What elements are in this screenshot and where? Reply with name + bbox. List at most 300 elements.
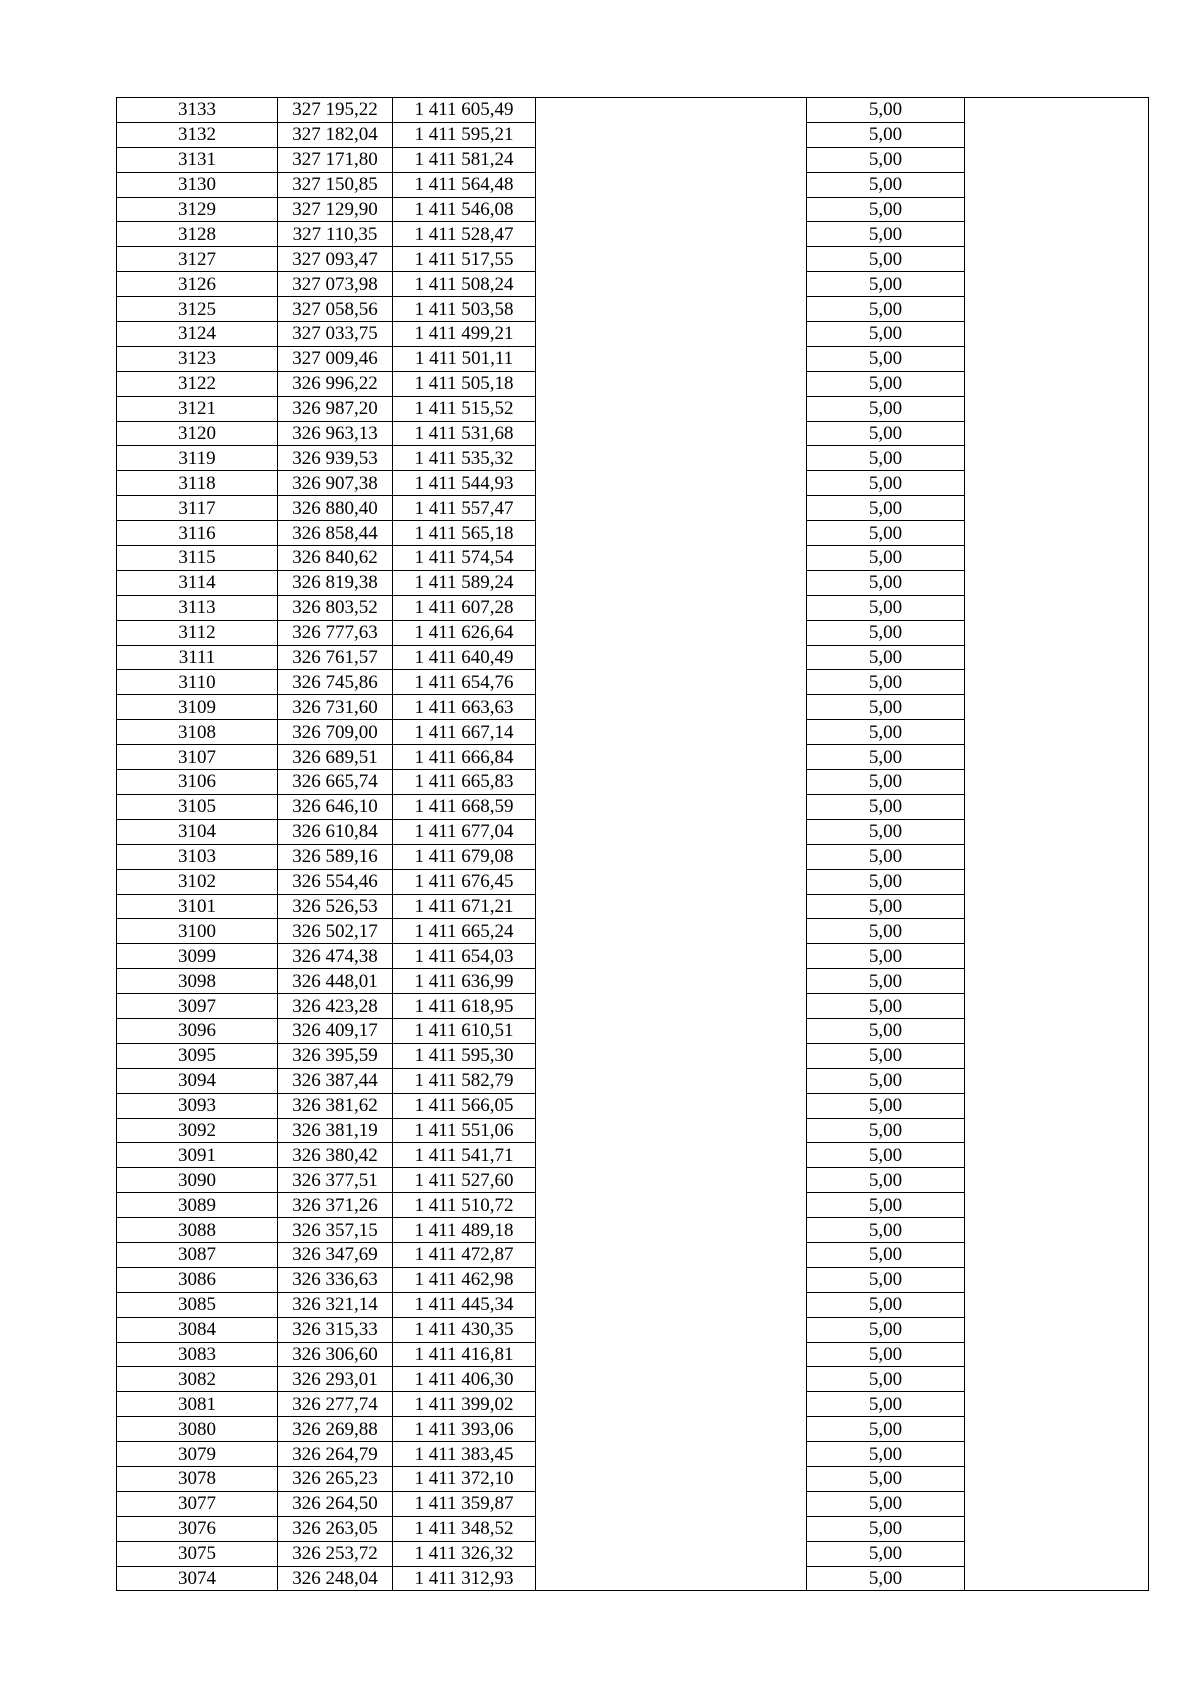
note-cell	[536, 1193, 807, 1218]
x-coordinate-cell: 326 907,38	[278, 471, 393, 496]
note-cell	[536, 1442, 807, 1467]
extra-cell	[965, 1193, 1149, 1218]
note-cell	[536, 172, 807, 197]
extra-cell	[965, 1541, 1149, 1566]
x-coordinate-cell: 326 381,62	[278, 1093, 393, 1118]
table-row	[117, 1442, 1149, 1467]
table-row	[117, 1516, 1149, 1541]
table-row	[117, 770, 1149, 795]
table-row	[117, 1417, 1149, 1442]
point-number-cell: 3103	[117, 844, 278, 869]
extra-cell	[965, 272, 1149, 297]
y-coordinate-cell: 1 411 626,64	[393, 620, 536, 645]
note-cell	[536, 570, 807, 595]
table-row	[117, 421, 1149, 446]
point-number-cell: 3100	[117, 919, 278, 944]
point-number-cell: 3095	[117, 1043, 278, 1068]
note-cell	[536, 1566, 807, 1591]
y-coordinate-cell: 1 411 472,87	[393, 1242, 536, 1267]
value-cell: 5,00	[807, 172, 965, 197]
note-cell	[536, 272, 807, 297]
y-coordinate-cell: 1 411 489,18	[393, 1218, 536, 1243]
note-cell	[536, 197, 807, 222]
table-row	[117, 197, 1149, 222]
point-number-cell: 3092	[117, 1118, 278, 1143]
y-coordinate-cell: 1 411 510,72	[393, 1193, 536, 1218]
extra-cell	[965, 1018, 1149, 1043]
extra-cell	[965, 695, 1149, 720]
point-number-cell: 3119	[117, 446, 278, 471]
note-cell	[536, 1292, 807, 1317]
x-coordinate-cell: 326 939,53	[278, 446, 393, 471]
extra-cell	[965, 1292, 1149, 1317]
table-row	[117, 919, 1149, 944]
value-cell: 5,00	[807, 1566, 965, 1591]
x-coordinate-cell: 326 265,23	[278, 1466, 393, 1491]
value-cell: 5,00	[807, 1018, 965, 1043]
point-number-cell: 3112	[117, 620, 278, 645]
point-number-cell: 3130	[117, 172, 278, 197]
table-row	[117, 1292, 1149, 1317]
value-cell: 5,00	[807, 1442, 965, 1467]
y-coordinate-cell: 1 411 589,24	[393, 570, 536, 595]
extra-cell	[965, 670, 1149, 695]
note-cell	[536, 695, 807, 720]
value-cell: 5,00	[807, 322, 965, 347]
value-cell: 5,00	[807, 819, 965, 844]
table-row	[117, 994, 1149, 1019]
value-cell: 5,00	[807, 570, 965, 595]
note-cell	[536, 1466, 807, 1491]
note-cell	[536, 1018, 807, 1043]
x-coordinate-cell: 326 502,17	[278, 919, 393, 944]
note-cell	[536, 994, 807, 1019]
value-cell: 5,00	[807, 1491, 965, 1516]
value-cell: 5,00	[807, 1292, 965, 1317]
note-cell	[536, 944, 807, 969]
table-row	[117, 322, 1149, 347]
note-cell	[536, 1267, 807, 1292]
point-number-cell: 3125	[117, 297, 278, 322]
table-row	[117, 496, 1149, 521]
y-coordinate-cell: 1 411 671,21	[393, 894, 536, 919]
point-number-cell: 3126	[117, 272, 278, 297]
table-row	[117, 720, 1149, 745]
note-cell	[536, 1143, 807, 1168]
extra-cell	[965, 770, 1149, 795]
point-number-cell: 3121	[117, 396, 278, 421]
extra-cell	[965, 1218, 1149, 1243]
x-coordinate-cell: 326 858,44	[278, 521, 393, 546]
y-coordinate-cell: 1 411 677,04	[393, 819, 536, 844]
note-cell	[536, 346, 807, 371]
x-coordinate-cell: 326 263,05	[278, 1516, 393, 1541]
extra-cell	[965, 1392, 1149, 1417]
table-row	[117, 1242, 1149, 1267]
extra-cell	[965, 1043, 1149, 1068]
table-row	[117, 272, 1149, 297]
y-coordinate-cell: 1 411 535,32	[393, 446, 536, 471]
note-cell	[536, 794, 807, 819]
x-coordinate-cell: 326 321,14	[278, 1292, 393, 1317]
table-row	[117, 894, 1149, 919]
point-number-cell: 3082	[117, 1367, 278, 1392]
extra-cell	[965, 969, 1149, 994]
point-number-cell: 3115	[117, 546, 278, 571]
point-number-cell: 3118	[117, 471, 278, 496]
point-number-cell: 3132	[117, 122, 278, 147]
value-cell: 5,00	[807, 1143, 965, 1168]
extra-cell	[965, 1466, 1149, 1491]
value-cell: 5,00	[807, 222, 965, 247]
extra-cell	[965, 620, 1149, 645]
y-coordinate-cell: 1 411 605,49	[393, 98, 536, 123]
note-cell	[536, 720, 807, 745]
extra-cell	[965, 1118, 1149, 1143]
extra-cell	[965, 570, 1149, 595]
x-coordinate-cell: 326 380,42	[278, 1143, 393, 1168]
value-cell: 5,00	[807, 1093, 965, 1118]
value-cell: 5,00	[807, 944, 965, 969]
note-cell	[536, 969, 807, 994]
point-number-cell: 3096	[117, 1018, 278, 1043]
point-number-cell: 3101	[117, 894, 278, 919]
y-coordinate-cell: 1 411 581,24	[393, 147, 536, 172]
value-cell: 5,00	[807, 496, 965, 521]
x-coordinate-cell: 326 377,51	[278, 1168, 393, 1193]
x-coordinate-cell: 327 058,56	[278, 297, 393, 322]
note-cell	[536, 297, 807, 322]
extra-cell	[965, 794, 1149, 819]
table-row	[117, 471, 1149, 496]
value-cell: 5,00	[807, 197, 965, 222]
table-row	[117, 1491, 1149, 1516]
x-coordinate-cell: 327 182,04	[278, 122, 393, 147]
y-coordinate-cell: 1 411 462,98	[393, 1267, 536, 1292]
extra-cell	[965, 1566, 1149, 1591]
y-coordinate-cell: 1 411 618,95	[393, 994, 536, 1019]
point-number-cell: 3116	[117, 521, 278, 546]
point-number-cell: 3114	[117, 570, 278, 595]
table-row	[117, 521, 1149, 546]
table-row	[117, 1118, 1149, 1143]
x-coordinate-cell: 326 840,62	[278, 546, 393, 571]
y-coordinate-cell: 1 411 565,18	[393, 521, 536, 546]
table-row	[117, 1466, 1149, 1491]
value-cell: 5,00	[807, 645, 965, 670]
extra-cell	[965, 396, 1149, 421]
y-coordinate-cell: 1 411 544,93	[393, 471, 536, 496]
note-cell	[536, 1392, 807, 1417]
point-number-cell: 3083	[117, 1342, 278, 1367]
note-cell	[536, 546, 807, 571]
x-coordinate-cell: 326 610,84	[278, 819, 393, 844]
x-coordinate-cell: 327 033,75	[278, 322, 393, 347]
table-row	[117, 98, 1149, 123]
x-coordinate-cell: 327 009,46	[278, 346, 393, 371]
value-cell: 5,00	[807, 471, 965, 496]
table-row	[117, 172, 1149, 197]
value-cell: 5,00	[807, 969, 965, 994]
x-coordinate-cell: 326 963,13	[278, 421, 393, 446]
extra-cell	[965, 1342, 1149, 1367]
point-number-cell: 3099	[117, 944, 278, 969]
table-row	[117, 1143, 1149, 1168]
x-coordinate-cell: 327 110,35	[278, 222, 393, 247]
y-coordinate-cell: 1 411 499,21	[393, 322, 536, 347]
point-number-cell: 3079	[117, 1442, 278, 1467]
extra-cell	[965, 197, 1149, 222]
note-cell	[536, 1541, 807, 1566]
table-row	[117, 794, 1149, 819]
extra-cell	[965, 1491, 1149, 1516]
note-cell	[536, 1367, 807, 1392]
note-cell	[536, 396, 807, 421]
table-row	[117, 1541, 1149, 1566]
x-coordinate-cell: 326 589,16	[278, 844, 393, 869]
value-cell: 5,00	[807, 446, 965, 471]
value-cell: 5,00	[807, 1267, 965, 1292]
table-row	[117, 1193, 1149, 1218]
point-number-cell: 3077	[117, 1491, 278, 1516]
x-coordinate-cell: 326 731,60	[278, 695, 393, 720]
extra-cell	[965, 1168, 1149, 1193]
table-row	[117, 620, 1149, 645]
y-coordinate-cell: 1 411 531,68	[393, 421, 536, 446]
x-coordinate-cell: 326 689,51	[278, 745, 393, 770]
extra-cell	[965, 247, 1149, 272]
extra-cell	[965, 521, 1149, 546]
value-cell: 5,00	[807, 1317, 965, 1342]
y-coordinate-cell: 1 411 582,79	[393, 1068, 536, 1093]
extra-cell	[965, 172, 1149, 197]
table-row	[117, 1018, 1149, 1043]
value-cell: 5,00	[807, 1392, 965, 1417]
table-row	[117, 1317, 1149, 1342]
point-number-cell: 3088	[117, 1218, 278, 1243]
y-coordinate-cell: 1 411 326,32	[393, 1541, 536, 1566]
note-cell	[536, 322, 807, 347]
value-cell: 5,00	[807, 421, 965, 446]
extra-cell	[965, 546, 1149, 571]
value-cell: 5,00	[807, 396, 965, 421]
y-coordinate-cell: 1 411 640,49	[393, 645, 536, 670]
extra-cell	[965, 421, 1149, 446]
x-coordinate-cell: 326 277,74	[278, 1392, 393, 1417]
extra-cell	[965, 297, 1149, 322]
point-number-cell: 3093	[117, 1093, 278, 1118]
value-cell: 5,00	[807, 1242, 965, 1267]
point-number-cell: 3127	[117, 247, 278, 272]
point-number-cell: 3097	[117, 994, 278, 1019]
extra-cell	[965, 844, 1149, 869]
table-row	[117, 297, 1149, 322]
note-cell	[536, 844, 807, 869]
extra-cell	[965, 1143, 1149, 1168]
y-coordinate-cell: 1 411 359,87	[393, 1491, 536, 1516]
point-number-cell: 3129	[117, 197, 278, 222]
extra-cell	[965, 147, 1149, 172]
extra-cell	[965, 595, 1149, 620]
y-coordinate-cell: 1 411 528,47	[393, 222, 536, 247]
table-row	[117, 645, 1149, 670]
note-cell	[536, 1118, 807, 1143]
point-number-cell: 3131	[117, 147, 278, 172]
value-cell: 5,00	[807, 869, 965, 894]
note-cell	[536, 1342, 807, 1367]
extra-cell	[965, 1442, 1149, 1467]
point-number-cell: 3120	[117, 421, 278, 446]
table-row	[117, 222, 1149, 247]
x-coordinate-cell: 327 171,80	[278, 147, 393, 172]
x-coordinate-cell: 326 646,10	[278, 794, 393, 819]
point-number-cell: 3128	[117, 222, 278, 247]
point-number-cell: 3104	[117, 819, 278, 844]
y-coordinate-cell: 1 411 667,14	[393, 720, 536, 745]
note-cell	[536, 147, 807, 172]
y-coordinate-cell: 1 411 574,54	[393, 546, 536, 571]
table-row	[117, 147, 1149, 172]
table-row	[117, 844, 1149, 869]
y-coordinate-cell: 1 411 399,02	[393, 1392, 536, 1417]
note-cell	[536, 919, 807, 944]
value-cell: 5,00	[807, 994, 965, 1019]
x-coordinate-cell: 326 474,38	[278, 944, 393, 969]
table-row	[117, 122, 1149, 147]
y-coordinate-cell: 1 411 430,35	[393, 1317, 536, 1342]
table-row	[117, 371, 1149, 396]
note-cell	[536, 670, 807, 695]
table-row	[117, 1093, 1149, 1118]
x-coordinate-cell: 326 306,60	[278, 1342, 393, 1367]
table-row	[117, 346, 1149, 371]
y-coordinate-cell: 1 411 679,08	[393, 844, 536, 869]
value-cell: 5,00	[807, 521, 965, 546]
y-coordinate-cell: 1 411 416,81	[393, 1342, 536, 1367]
table-row	[117, 869, 1149, 894]
extra-cell	[965, 1267, 1149, 1292]
value-cell: 5,00	[807, 844, 965, 869]
note-cell	[536, 869, 807, 894]
y-coordinate-cell: 1 411 636,99	[393, 969, 536, 994]
y-coordinate-cell: 1 411 515,52	[393, 396, 536, 421]
note-cell	[536, 1317, 807, 1342]
point-number-cell: 3133	[117, 98, 278, 123]
note-cell	[536, 247, 807, 272]
value-cell: 5,00	[807, 1043, 965, 1068]
table-row	[117, 1168, 1149, 1193]
note-cell	[536, 745, 807, 770]
x-coordinate-cell: 326 269,88	[278, 1417, 393, 1442]
note-cell	[536, 620, 807, 645]
value-cell: 5,00	[807, 297, 965, 322]
value-cell: 5,00	[807, 1342, 965, 1367]
note-cell	[536, 222, 807, 247]
table-row	[117, 1566, 1149, 1591]
value-cell: 5,00	[807, 247, 965, 272]
note-cell	[536, 1168, 807, 1193]
point-number-cell: 3078	[117, 1466, 278, 1491]
point-number-cell: 3106	[117, 770, 278, 795]
value-cell: 5,00	[807, 670, 965, 695]
note-cell	[536, 595, 807, 620]
value-cell: 5,00	[807, 147, 965, 172]
note-cell	[536, 446, 807, 471]
value-cell: 5,00	[807, 272, 965, 297]
table-row	[117, 1267, 1149, 1292]
extra-cell	[965, 745, 1149, 770]
x-coordinate-cell: 326 423,28	[278, 994, 393, 1019]
point-number-cell: 3109	[117, 695, 278, 720]
extra-cell	[965, 944, 1149, 969]
table-row	[117, 819, 1149, 844]
y-coordinate-cell: 1 411 666,84	[393, 745, 536, 770]
table-row	[117, 1342, 1149, 1367]
point-number-cell: 3089	[117, 1193, 278, 1218]
x-coordinate-cell: 326 526,53	[278, 894, 393, 919]
x-coordinate-cell: 326 264,79	[278, 1442, 393, 1467]
note-cell	[536, 496, 807, 521]
note-cell	[536, 1218, 807, 1243]
x-coordinate-cell: 327 073,98	[278, 272, 393, 297]
table-row	[117, 546, 1149, 571]
value-cell: 5,00	[807, 1218, 965, 1243]
value-cell: 5,00	[807, 1367, 965, 1392]
value-cell: 5,00	[807, 894, 965, 919]
table-row	[117, 695, 1149, 720]
point-number-cell: 3102	[117, 869, 278, 894]
x-coordinate-cell: 326 248,04	[278, 1566, 393, 1591]
note-cell	[536, 371, 807, 396]
coordinates-table-body	[117, 98, 1149, 1591]
extra-cell	[965, 446, 1149, 471]
point-number-cell: 3107	[117, 745, 278, 770]
note-cell	[536, 1242, 807, 1267]
y-coordinate-cell: 1 411 517,55	[393, 247, 536, 272]
y-coordinate-cell: 1 411 607,28	[393, 595, 536, 620]
x-coordinate-cell: 326 336,63	[278, 1267, 393, 1292]
point-number-cell: 3098	[117, 969, 278, 994]
note-cell	[536, 421, 807, 446]
x-coordinate-cell: 326 293,01	[278, 1367, 393, 1392]
point-number-cell: 3076	[117, 1516, 278, 1541]
x-coordinate-cell: 326 987,20	[278, 396, 393, 421]
y-coordinate-cell: 1 411 551,06	[393, 1118, 536, 1143]
table-row	[117, 1367, 1149, 1392]
y-coordinate-cell: 1 411 546,08	[393, 197, 536, 222]
x-coordinate-cell: 327 129,90	[278, 197, 393, 222]
table-row	[117, 1068, 1149, 1093]
note-cell	[536, 1093, 807, 1118]
x-coordinate-cell: 326 996,22	[278, 371, 393, 396]
x-coordinate-cell: 326 880,40	[278, 496, 393, 521]
y-coordinate-cell: 1 411 406,30	[393, 1367, 536, 1392]
x-coordinate-cell: 326 819,38	[278, 570, 393, 595]
value-cell: 5,00	[807, 546, 965, 571]
x-coordinate-cell: 326 357,15	[278, 1218, 393, 1243]
value-cell: 5,00	[807, 1068, 965, 1093]
extra-cell	[965, 1516, 1149, 1541]
note-cell	[536, 1043, 807, 1068]
point-number-cell: 3090	[117, 1168, 278, 1193]
extra-cell	[965, 322, 1149, 347]
x-coordinate-cell: 326 315,33	[278, 1317, 393, 1342]
x-coordinate-cell: 326 745,86	[278, 670, 393, 695]
extra-cell	[965, 471, 1149, 496]
y-coordinate-cell: 1 411 595,21	[393, 122, 536, 147]
y-coordinate-cell: 1 411 312,93	[393, 1566, 536, 1591]
y-coordinate-cell: 1 411 383,45	[393, 1442, 536, 1467]
